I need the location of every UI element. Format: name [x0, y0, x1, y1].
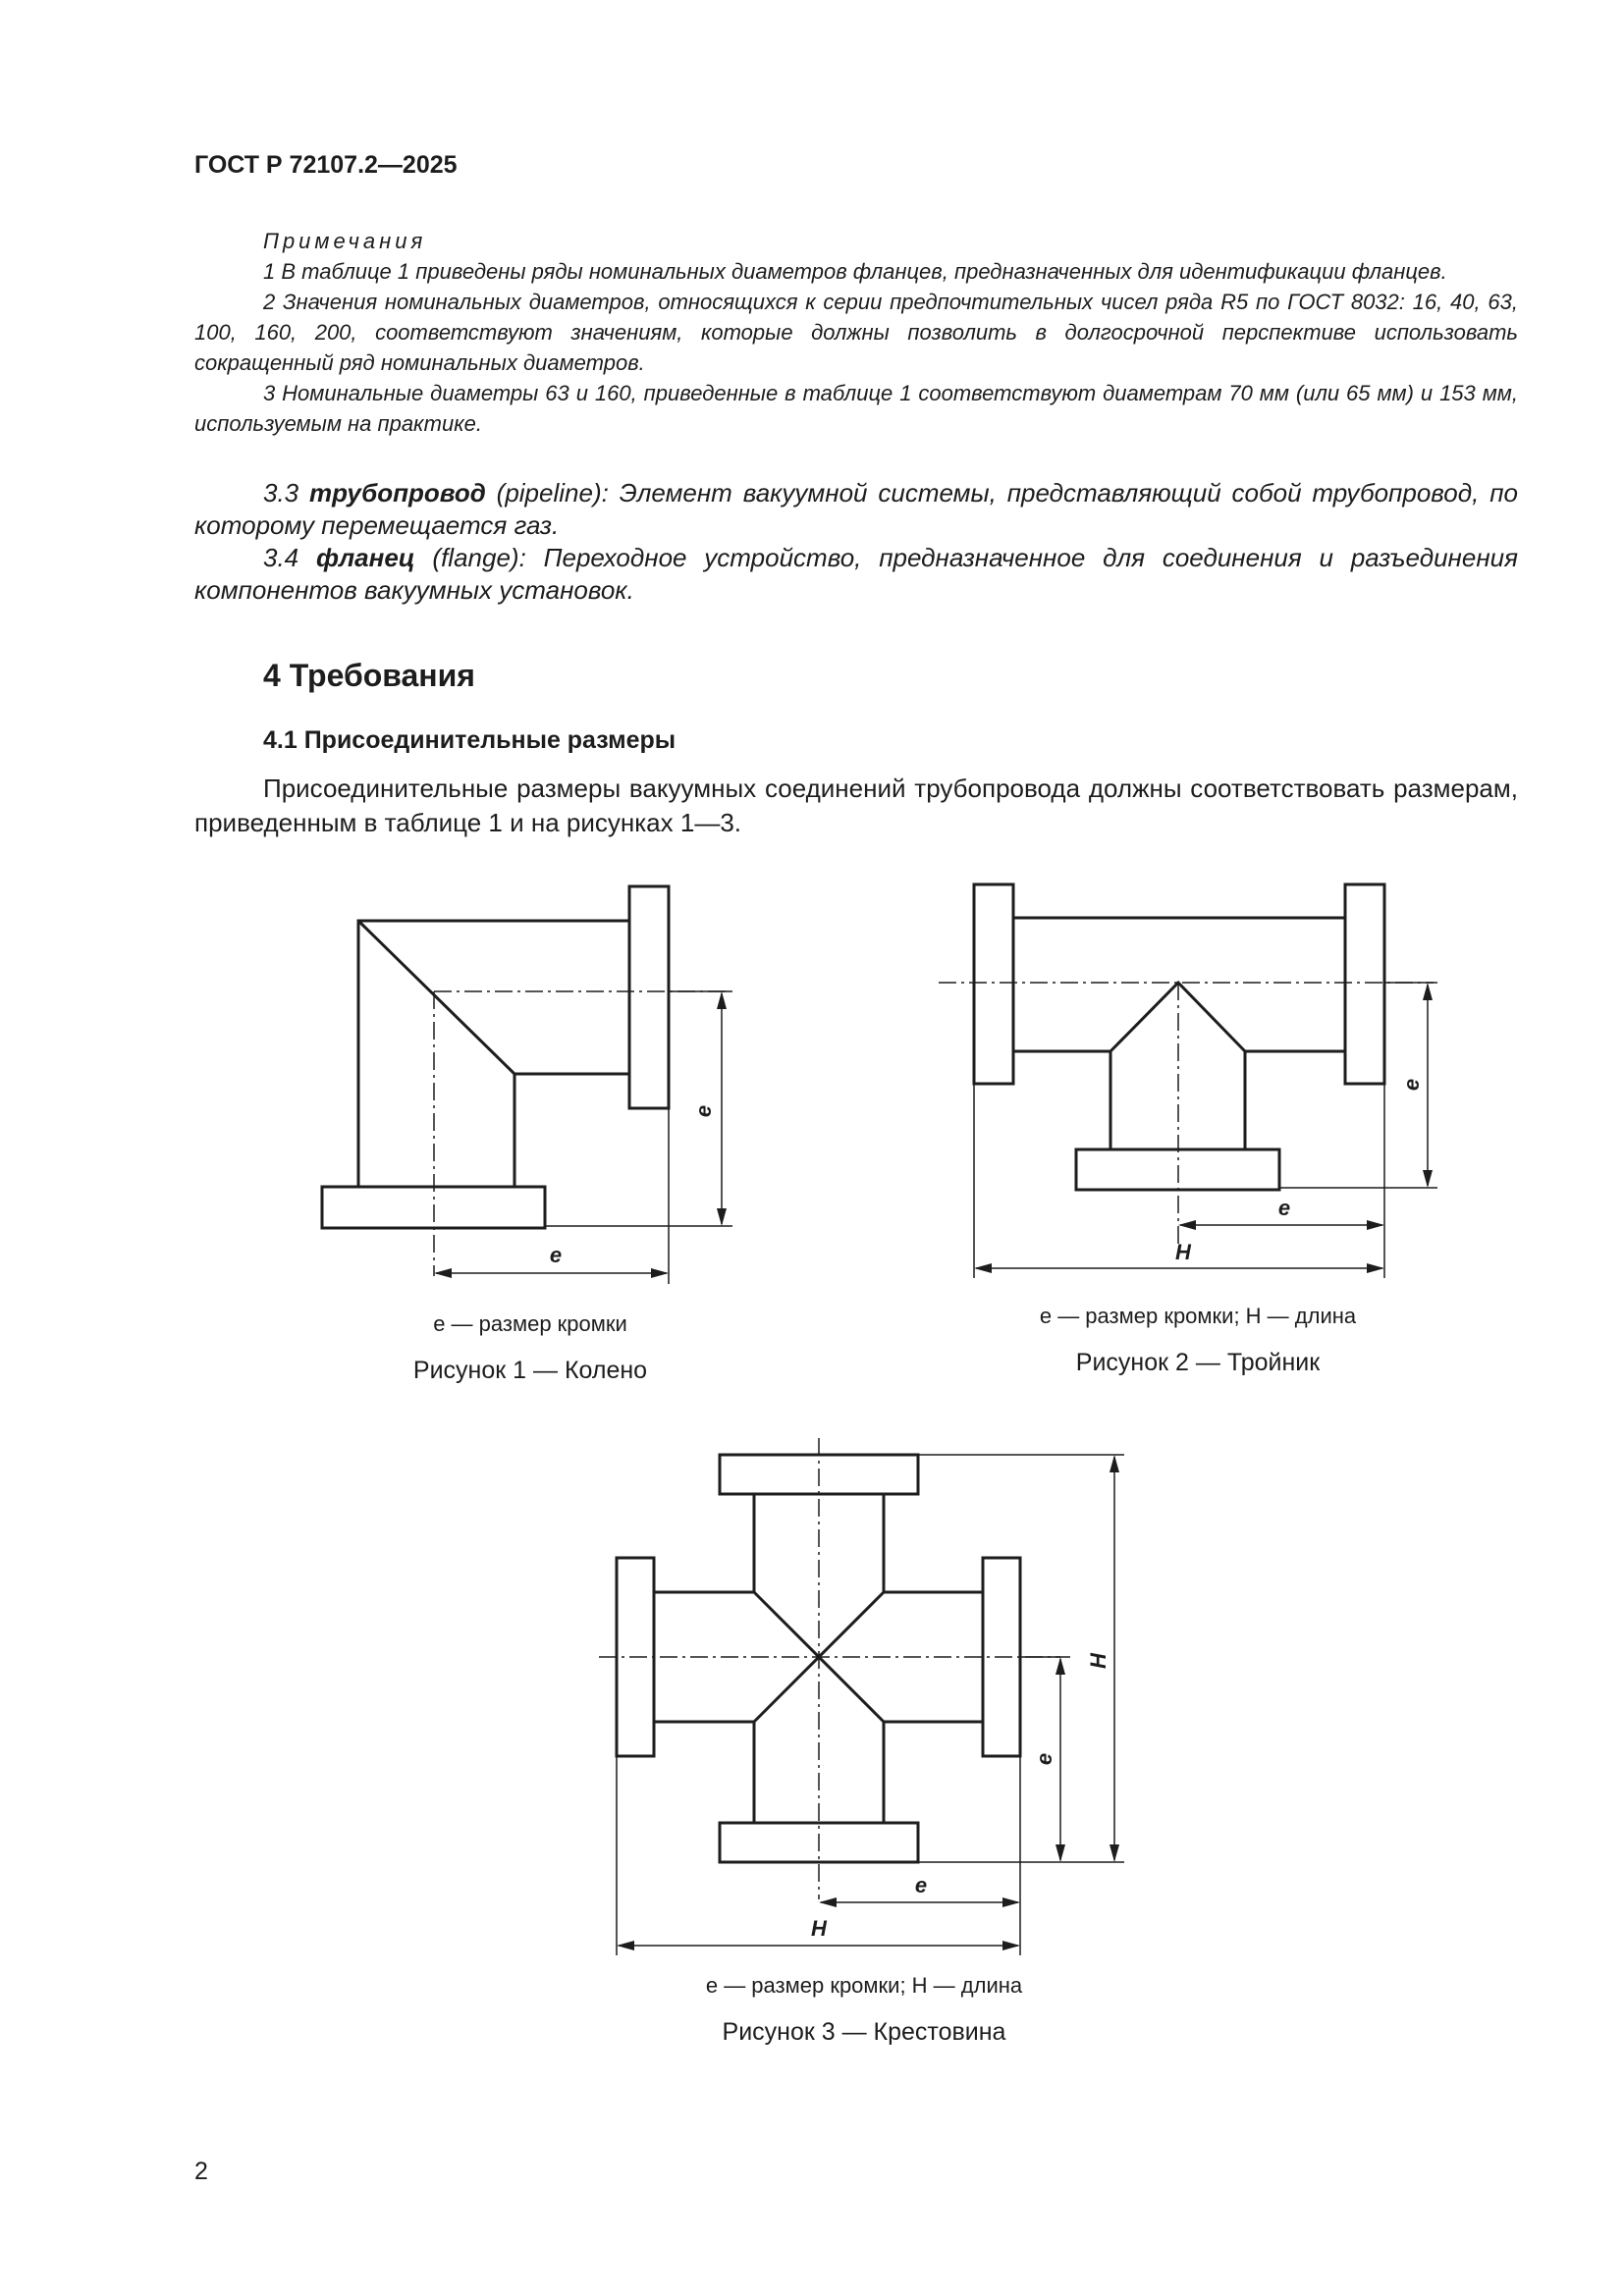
arrowhead: [1056, 1844, 1065, 1862]
pipe-outline: [884, 1722, 983, 1823]
arrowhead: [1423, 1170, 1433, 1188]
term: фланец: [315, 543, 415, 572]
note-1: 1 В таблице 1 приведены ряды номинальных диаметров фланцев, предназначенных для идентификации фланцев.: [263, 259, 1447, 284]
arrowhead: [1002, 1941, 1020, 1950]
dim-label-e: e: [1399, 1078, 1424, 1092]
notes-title: Примечания: [263, 229, 427, 253]
dim-label-e: e: [1032, 1752, 1056, 1766]
arrowhead: [717, 1208, 727, 1226]
page-number: 2: [194, 2158, 208, 2185]
note-2: 2 Значения номинальных диаметров, относящихся к серии предпочтительных чисел ряда R5 по ГОСТ 8032: 16, 40, 63, 100, 160, 200, соответствуют значениям, которые должны позволить в долгосрочной перспективе использовать сокращенный ряд номинальных диаметров.: [194, 290, 1518, 375]
note-3: 3 Номинальные диаметры 63 и 160, приведенные в таблице 1 соответствуют диаметрам 70 мм (или 65 мм) и 153 мм, используемым на практике.: [194, 381, 1518, 436]
figure-3-cross: [579, 1433, 1149, 1963]
dim-label-e: e: [914, 1873, 928, 1897]
arrowhead: [1002, 1897, 1020, 1907]
figure-2-tee: [933, 864, 1463, 1296]
arrowhead: [717, 991, 727, 1009]
arrowhead: [434, 1268, 452, 1278]
dim-label-h: H: [1175, 1240, 1191, 1264]
figure-2-caption: Рисунок 2 — Тройник: [1075, 1349, 1321, 1376]
elbow-inner: [514, 1074, 629, 1187]
pipe-outline: [654, 1494, 754, 1592]
document-header: ГОСТ Р 72107.2—2025: [194, 151, 458, 179]
figure-1-elbow: [304, 864, 756, 1296]
body-paragraph: Присоединительные размеры вакуумных соединений трубопровода должны соответствовать размерам, приведенным в таблице 1 и на рисунках 1—3.: [194, 774, 1518, 837]
flange-left: [974, 884, 1013, 1084]
flange-right: [629, 886, 669, 1108]
pipe-outline: [884, 1494, 983, 1592]
elbow-seam: [358, 921, 514, 1074]
arrowhead: [1178, 1220, 1196, 1230]
figure-2-legend: е — размер кромки; Н — длина: [1039, 1304, 1357, 1328]
dim-label-h: H: [811, 1916, 827, 1941]
dim-label-e: e: [1277, 1196, 1291, 1220]
definitions: [194, 477, 1518, 607]
figure-1-legend: е — размер кромки: [433, 1311, 627, 1336]
dim-label-e: e: [549, 1243, 563, 1267]
subsection-title: 4.1 Присоединительные размеры: [263, 726, 677, 754]
arrowhead: [819, 1897, 837, 1907]
arrowhead: [1367, 1263, 1384, 1273]
pipe-branch-right: [1245, 1051, 1345, 1149]
arrowhead: [1056, 1657, 1065, 1675]
arrowhead: [617, 1941, 634, 1950]
notes-block: [194, 226, 1518, 439]
figure-3-caption: Рисунок 3 — Крестовина: [722, 2018, 1006, 2046]
term: трубопровод: [309, 478, 486, 507]
dim-label-h: H: [1086, 1653, 1110, 1669]
pipe-outline: [654, 1722, 754, 1823]
arrowhead: [974, 1263, 992, 1273]
figure-3-legend: е — размер кромки; Н — длина: [705, 1973, 1023, 1998]
arrowhead: [1110, 1844, 1119, 1862]
section-title: 4 Требования: [263, 658, 475, 693]
arrowhead: [1423, 983, 1433, 1000]
arrowhead: [1110, 1455, 1119, 1472]
pipe-branch-left: [1013, 1051, 1110, 1149]
dim-label-e: e: [691, 1104, 716, 1118]
flange-right: [1345, 884, 1384, 1084]
arrowhead: [651, 1268, 669, 1278]
figure-1-caption: Рисунок 1 — Колено: [412, 1357, 648, 1384]
arrowhead: [1367, 1220, 1384, 1230]
definition-3-3: 3.3 трубопровод (pipeline): Элемент вакуумной системы, представляющий собой трубопровод, по которому перемещается газ.: [194, 478, 1518, 540]
definition-3-4: 3.4 фланец (flange): Переходное устройство, предназначенное для соединения и разъединения компонентов вакуумных установок.: [194, 543, 1518, 605]
